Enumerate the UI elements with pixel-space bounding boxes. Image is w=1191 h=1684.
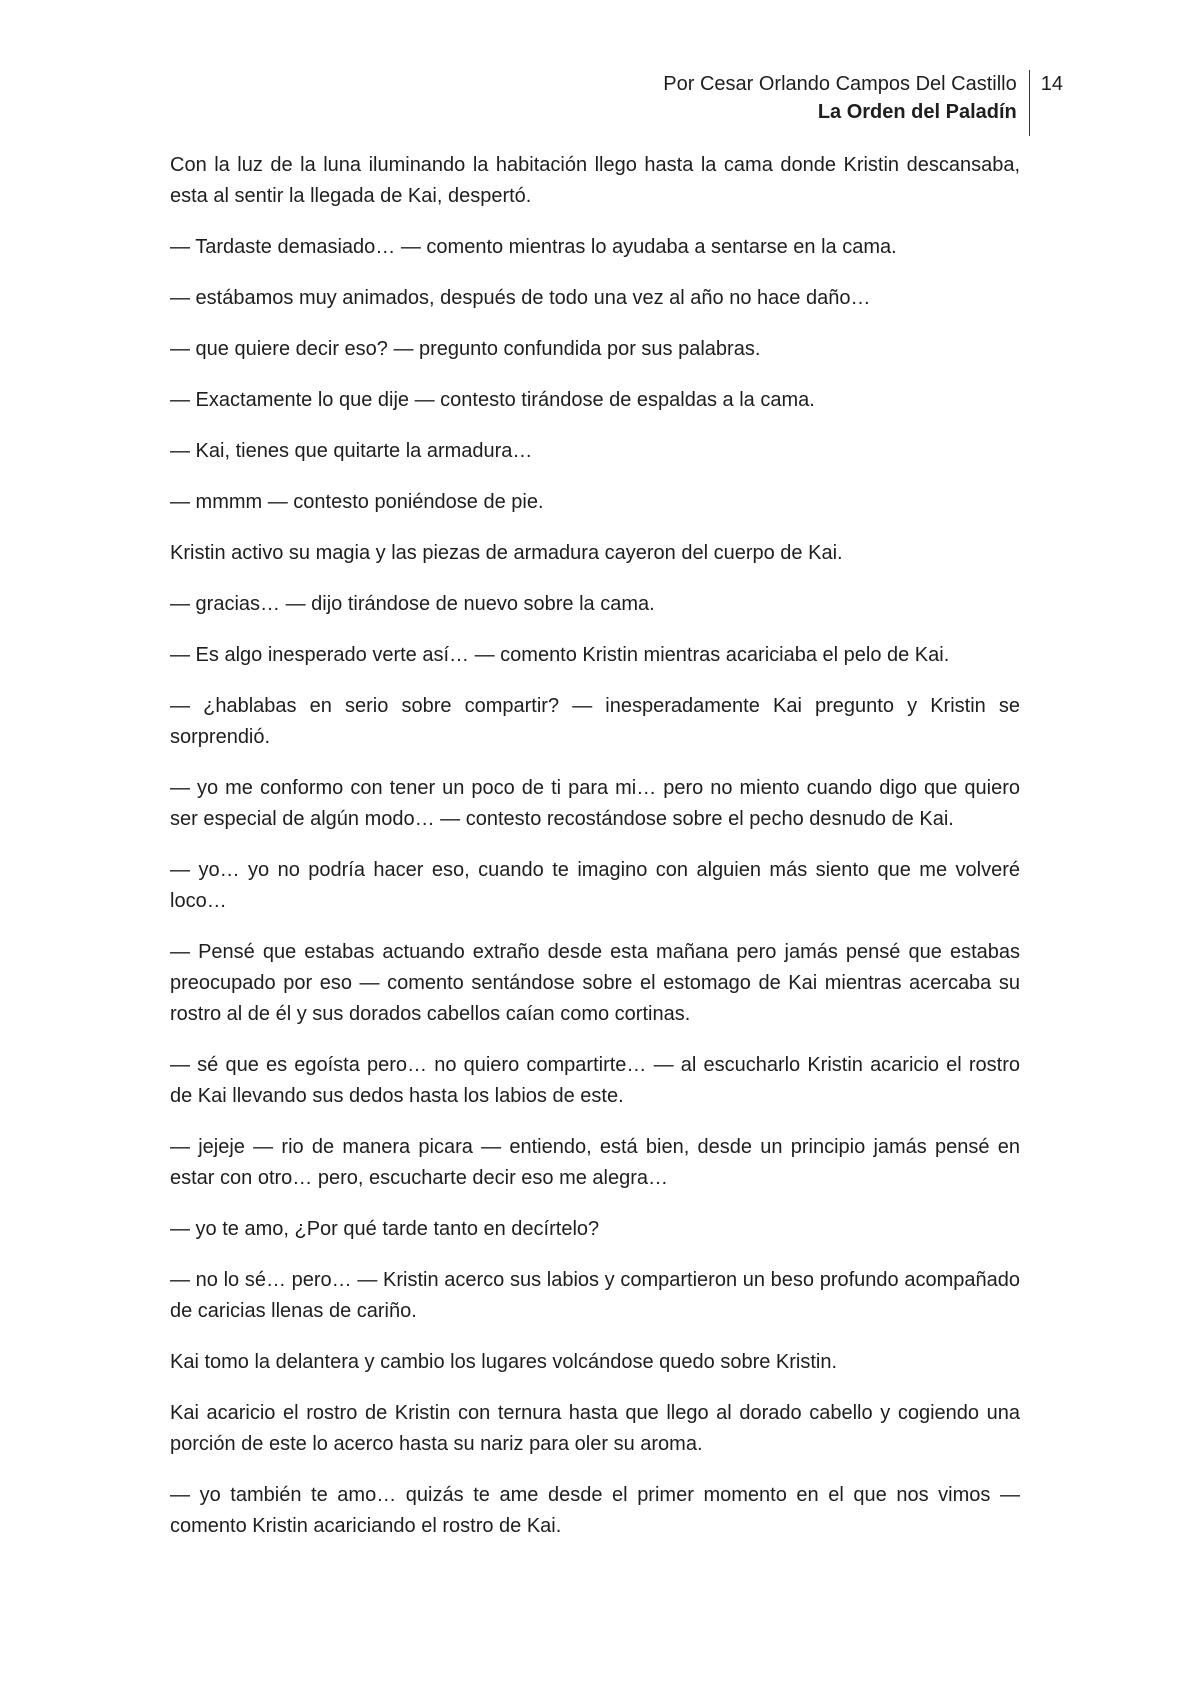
header-book-title: La Orden del Paladín	[817, 101, 1017, 123]
paragraph: — gracias… — dijo tirándose de nuevo sobre la cama.	[170, 593, 655, 615]
header-text-block	[663, 70, 1029, 136]
page-header	[663, 70, 1063, 136]
paragraph: Kristin activo su magia y las piezas de armadura cayeron del cuerpo de Kai.	[170, 542, 843, 564]
paragraph: — Exactamente lo que dije — contesto tirándose de espaldas a la cama.	[170, 389, 815, 411]
paragraph: Kai tomo la delantera y cambio los lugares volcándose quedo sobre Kristin.	[170, 1351, 838, 1373]
page-number: 14	[1040, 73, 1063, 95]
paragraph: — jejeje — rio de manera picara — entiendo, está bien, desde un principio jamás pensé en estar con otro… pero, escucharte decir eso me alegra…	[170, 1136, 1020, 1189]
paragraph: — no lo sé… pero… — Kristin acerco sus labios y compartieron un beso profundo acompañado de caricias llenas de cariño.	[170, 1269, 1020, 1322]
paragraph: — yo te amo, ¿Por qué tarde tanto en decírtelo?	[170, 1218, 600, 1240]
paragraph: — mmmm — contesto poniéndose de pie.	[170, 491, 544, 513]
paragraph: — Kai, tienes que quitarte la armadura…	[170, 440, 533, 462]
paragraph: Con la luz de la luna iluminando la habitación llego hasta la cama donde Kristin descansaba, esta al sentir la llegada de Kai, despertó.	[170, 154, 1020, 207]
paragraph: — Tardaste demasiado… — comento mientras lo ayudaba a sentarse en la cama.	[170, 236, 897, 258]
paragraph: — Es algo inesperado verte así… — comento Kristin mientras acariciaba el pelo de Kai.	[170, 644, 950, 666]
paragraph: — que quiere decir eso? — pregunto confundida por sus palabras.	[170, 338, 761, 360]
paragraph: — yo… yo no podría hacer eso, cuando te imagino con alguien más siento que me volveré loco…	[170, 859, 1020, 912]
paragraph: — yo me conformo con tener un poco de ti para mi… pero no miento cuando digo que quiero ser especial de algún modo… — contesto recostándose sobre el pecho desnudo de Kai.	[170, 777, 1020, 830]
paragraph: — estábamos muy animados, después de todo una vez al año no hace daño…	[170, 287, 871, 309]
page-body	[170, 150, 1020, 1562]
paragraph: Kai acaricio el rostro de Kristin con ternura hasta que llego al dorado cabello y cogiendo una porción de este lo acerco hasta su nariz para oler su aroma.	[170, 1402, 1020, 1455]
paragraph: — Pensé que estabas actuando extraño desde esta mañana pero jamás pensé que estabas preocupado por eso — comento sentándose sobre el estomago de Kai mientras acercaba su rostro al de él y sus dorados cabellos caían como cortinas.	[170, 941, 1020, 1025]
header-author: Por Cesar Orlando Campos Del Castillo	[663, 73, 1017, 95]
paragraph: — ¿hablabas en serio sobre compartir? — inesperadamente Kai pregunto y Kristin se sorprendió.	[170, 695, 1020, 748]
paragraph: — sé que es egoísta pero… no quiero compartirte… — al escucharlo Kristin acaricio el rostro de Kai llevando sus dedos hasta los labios de este.	[170, 1054, 1020, 1107]
paragraph: — yo también te amo… quizás te ame desde el primer momento en el que nos vimos — comento Kristin acariciando el rostro de Kai.	[170, 1484, 1020, 1537]
